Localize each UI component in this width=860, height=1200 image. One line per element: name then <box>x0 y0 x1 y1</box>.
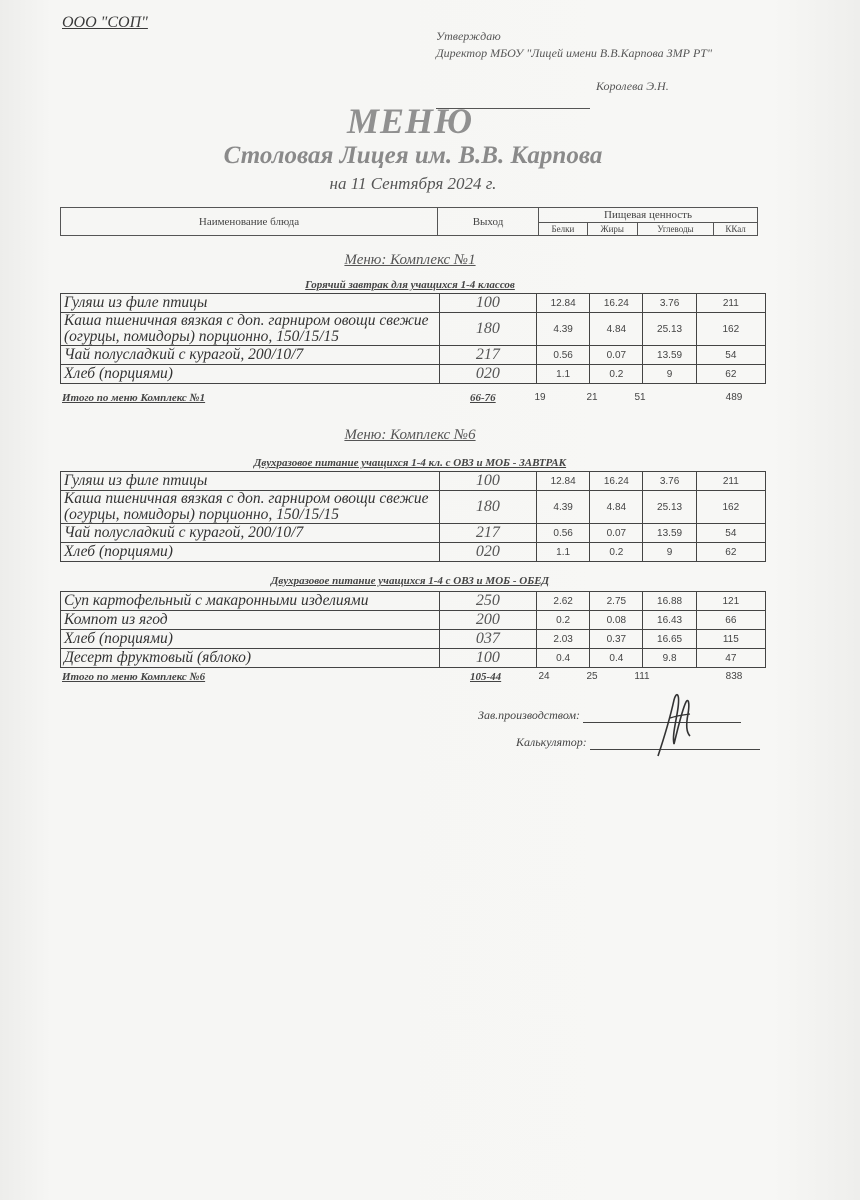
dish-output: 217 <box>439 346 536 365</box>
dish-output: 250 <box>439 592 536 611</box>
dish-output: 020 <box>439 365 536 384</box>
col-nutrition-header: Пищевая ценность <box>539 208 758 223</box>
menu-row <box>61 630 766 649</box>
total-fat: 21 <box>586 392 598 403</box>
complex6-title: Меню: Комплекс №6 <box>344 427 476 443</box>
total-protein: 19 <box>534 392 546 403</box>
dish-kcal: 211 <box>696 294 765 313</box>
total-label: Итого по меню Комплекс №6 <box>62 671 206 683</box>
total-label: Итого по меню Комплекс №1 <box>62 392 206 404</box>
dish-name: Хлеб (порциями) <box>61 365 440 384</box>
dish-protein: 2.62 <box>537 592 590 611</box>
col-fat-header: Жиры <box>587 223 637 236</box>
total-output: 66-76 <box>470 392 496 404</box>
dish-name: Хлеб (порциями) <box>61 543 440 562</box>
dish-kcal: 47 <box>696 649 765 668</box>
dish-carbs: 25.13 <box>643 491 696 524</box>
total-carbs: 111 <box>634 671 650 682</box>
menu-row <box>61 491 766 524</box>
dish-protein: 0.56 <box>537 524 590 543</box>
dish-name: Каша пшеничная вязкая с доп. гарниром овощи свежие (огурцы, помидоры) порционно, 150/15/15 <box>61 313 440 346</box>
dish-carbs: 16.43 <box>643 611 696 630</box>
dish-fat: 4.84 <box>590 491 643 524</box>
dish-name: Десерт фруктовый (яблоко) <box>61 649 440 668</box>
dish-carbs: 9 <box>643 543 696 562</box>
dish-kcal: 211 <box>696 472 765 491</box>
dish-protein: 1.1 <box>537 543 590 562</box>
approve-name: Королева Э.Н. <box>596 79 669 93</box>
dish-fat: 0.07 <box>590 346 643 365</box>
dish-name: Чай полусладкий с курагой, 200/10/7 <box>61 346 440 365</box>
dish-name: Суп картофельный с макаронными изделиями <box>61 592 440 611</box>
dish-kcal: 66 <box>696 611 765 630</box>
calculator-label: Калькулятор: <box>516 735 587 749</box>
menu-row <box>61 472 766 491</box>
dish-output: 217 <box>439 524 536 543</box>
col-output-header: Выход <box>438 208 539 236</box>
dish-fat: 4.84 <box>590 313 643 346</box>
menu-row <box>61 346 766 365</box>
dish-name: Каша пшеничная вязкая с доп. гарниром овощи свежие (огурцы, помидоры) порционно, 150/15/15 <box>61 491 440 524</box>
dish-output: 100 <box>439 294 536 313</box>
dish-kcal: 54 <box>696 346 765 365</box>
dish-carbs: 3.76 <box>643 472 696 491</box>
dish-fat: 0.07 <box>590 524 643 543</box>
production-signature <box>478 708 741 723</box>
dish-output: 100 <box>439 649 536 668</box>
canteen-name: Столовая Лицея им. В.В. Карпова <box>223 142 603 169</box>
approve-label: Утверждаю <box>436 29 501 43</box>
dish-protein: 0.56 <box>537 346 590 365</box>
column-header-table <box>60 207 758 236</box>
dish-fat: 16.24 <box>590 294 643 313</box>
dish-protein: 4.39 <box>537 491 590 524</box>
organization-name: ООО "СОП" <box>62 14 148 31</box>
dish-fat: 0.08 <box>590 611 643 630</box>
total-kcal: 489 <box>725 392 743 403</box>
dish-protein: 12.84 <box>537 294 590 313</box>
dish-name: Чай полусладкий с курагой, 200/10/7 <box>61 524 440 543</box>
total-output: 105-44 <box>470 671 502 683</box>
total-fat: 25 <box>586 671 598 682</box>
dish-carbs: 3.76 <box>643 294 696 313</box>
menu-row <box>61 313 766 346</box>
complex1-subtitle: Горячий завтрак для учащихся 1-4 классов <box>305 279 515 291</box>
dish-name: Гуляш из филе птицы <box>61 294 440 313</box>
dish-carbs: 16.88 <box>643 592 696 611</box>
dish-kcal: 54 <box>696 524 765 543</box>
total-protein: 24 <box>538 671 550 682</box>
dish-kcal: 121 <box>696 592 765 611</box>
dish-output: 180 <box>439 491 536 524</box>
complex6-breakfast-subtitle: Двухразовое питание учащихся 1-4 кл. с ОВЗ и МОБ - ЗАВТРАК <box>253 457 567 469</box>
col-name-header: Наименование блюда <box>61 208 438 236</box>
menu-title: МЕНЮ <box>346 101 474 141</box>
dish-output: 100 <box>439 472 536 491</box>
menu-row <box>61 524 766 543</box>
menu-date: на 11 Сентября 2024 г. <box>329 174 497 193</box>
dish-carbs: 13.59 <box>643 346 696 365</box>
dish-carbs: 9 <box>643 365 696 384</box>
handwritten-signature <box>650 688 700 760</box>
dish-kcal: 62 <box>696 365 765 384</box>
dish-output: 037 <box>439 630 536 649</box>
dish-carbs: 13.59 <box>643 524 696 543</box>
dish-carbs: 25.13 <box>643 313 696 346</box>
total-kcal: 838 <box>725 671 743 682</box>
dish-name: Хлеб (порциями) <box>61 630 440 649</box>
menu-row <box>61 294 766 313</box>
col-protein-header: Белки <box>539 223 588 236</box>
complex1-table <box>60 293 766 384</box>
complex1-title: Меню: Комплекс №1 <box>344 252 476 268</box>
dish-protein: 4.39 <box>537 313 590 346</box>
dish-output: 020 <box>439 543 536 562</box>
dish-fat: 0.2 <box>590 365 643 384</box>
dish-output: 200 <box>439 611 536 630</box>
dish-protein: 2.03 <box>537 630 590 649</box>
dish-fat: 0.37 <box>590 630 643 649</box>
menu-row <box>61 649 766 668</box>
dish-fat: 16.24 <box>590 472 643 491</box>
dish-kcal: 115 <box>696 630 765 649</box>
total-carbs: 51 <box>634 392 646 403</box>
complex6-lunch-table <box>60 591 766 668</box>
dish-protein: 1.1 <box>537 365 590 384</box>
dish-output: 180 <box>439 313 536 346</box>
dish-fat: 0.4 <box>590 649 643 668</box>
dish-name: Гуляш из филе птицы <box>61 472 440 491</box>
complex6-lunch-subtitle: Двухразовое питание учащихся 1-4 с ОВЗ и МОБ - ОБЕД <box>270 575 550 587</box>
dish-kcal: 62 <box>696 543 765 562</box>
col-kcal-header: ККал <box>714 223 758 236</box>
dish-protein: 0.2 <box>537 611 590 630</box>
dish-protein: 0.4 <box>537 649 590 668</box>
dish-carbs: 16.65 <box>643 630 696 649</box>
dish-name: Компот из ягод <box>61 611 440 630</box>
dish-kcal: 162 <box>696 491 765 524</box>
approval-block <box>436 28 736 93</box>
calculator-signature <box>516 735 760 750</box>
menu-row <box>61 365 766 384</box>
production-label: Зав.производством: <box>478 708 581 722</box>
menu-row <box>61 611 766 630</box>
dish-carbs: 9.8 <box>643 649 696 668</box>
menu-row <box>61 543 766 562</box>
approve-position: Директор МБОУ "Лицей имени В.В.Карпова ЗМР РТ" <box>436 46 712 60</box>
col-carbs-header: Углеводы <box>637 223 713 236</box>
dish-protein: 12.84 <box>537 472 590 491</box>
complex6-breakfast-table <box>60 471 766 562</box>
menu-row <box>61 592 766 611</box>
dish-fat: 0.2 <box>590 543 643 562</box>
dish-kcal: 162 <box>696 313 765 346</box>
dish-fat: 2.75 <box>590 592 643 611</box>
